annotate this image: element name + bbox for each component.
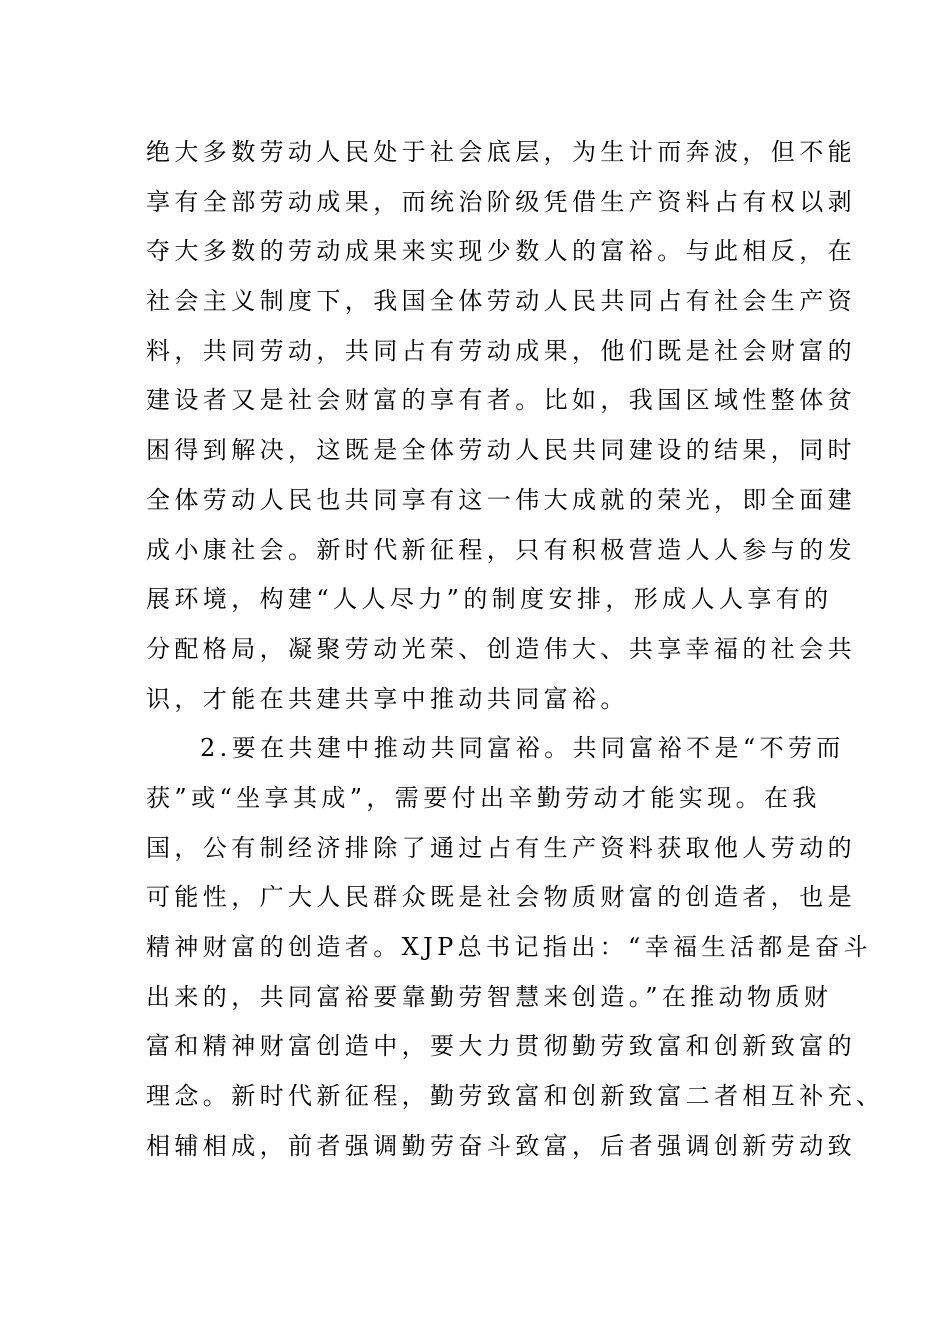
text-line: 相辅相成，前者强调勤劳奋斗致富，后者强调创新劳动致: [146, 1131, 856, 1160]
text-line: 出来的，共同富裕要靠勤劳智慧来创造。”在推动物质财: [146, 982, 833, 1011]
text-line: 绝大多数劳动人民处于社会底层，为生计而奔波，但不能: [146, 138, 856, 166]
text-line: 国，公有制经济排除了通过占有生产资料获取他人劳动的: [146, 833, 856, 862]
text-line: 享有全部劳动成果，而统治阶级凭借生产资料占有权以剥: [146, 187, 856, 216]
text-line: 获”或“坐享其成”，需要付出辛勤劳动才能实现。在我: [146, 783, 821, 812]
text-line: 精神财富的创造者。XJP总书记指出：“幸福生活都是奋斗: [146, 933, 872, 961]
text-line: 全体劳动人民也共同享有这一伟大成就的荣光，即全面建: [146, 485, 856, 514]
text-line: 夺大多数的劳动成果来实现少数人的富裕。与此相反，在: [146, 237, 856, 266]
text-line: 困得到解决，这既是全体劳动人民共同建设的结果，同时: [146, 436, 856, 465]
text-line: 建设者又是社会财富的享有者。比如，我国区域性整体贫: [146, 386, 856, 415]
text-line: 展环境，构建“人人尽力”的制度安排，形成人人享有的: [146, 585, 833, 614]
text-line: 社会主义制度下，我国全体劳动人民共同占有社会生产资: [146, 287, 856, 316]
text-line: 识，才能在共建共享中推动共同富裕。: [146, 684, 629, 713]
text-line: 分配格局，凝聚劳动光荣、创造伟大、共享幸福的社会共: [146, 634, 856, 663]
text-line: 成小康社会。新时代新征程，只有积极营造人人参与的发: [146, 535, 856, 564]
text-line: 可能性，广大人民群众既是社会物质财富的创造者，也是: [146, 883, 856, 912]
text-line: 料，共同劳动，共同占有劳动成果，他们既是社会财富的: [146, 336, 856, 365]
body-text: [146, 128, 885, 1171]
text-line: 富和精神财富创造中，要大力贯彻勤劳致富和创新致富的: [146, 1032, 856, 1061]
text-line: 理念。新时代新征程，勤劳致富和创新致富二者相互补充、: [146, 1082, 885, 1111]
paragraph-start-line: 2.要在共建中推动共同富裕。共同富裕不是“不劳而: [200, 734, 845, 763]
